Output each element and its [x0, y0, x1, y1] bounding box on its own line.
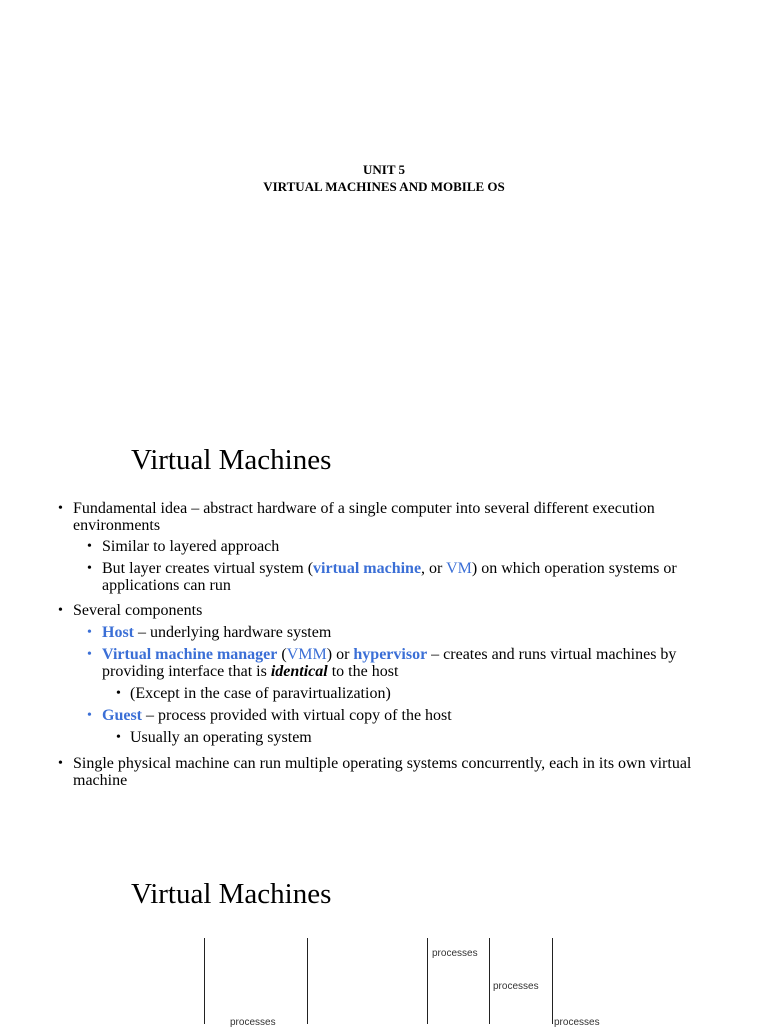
keyword-vmm-full: Virtual machine manager: [102, 646, 278, 663]
bullet-several-components: • Several components: [56, 602, 716, 619]
vm-diagram: [200, 938, 620, 1028]
keyword-identical: identical: [270, 663, 328, 680]
unit-number: UNIT 5: [362, 162, 406, 177]
slide-title-virtual-machines: Virtual Machines: [131, 444, 332, 476]
bullet-host: • Host – underlying hardware system: [56, 624, 716, 641]
bullet-vmm: • Virtual machine manager (VMM) or hypervisor – creates and runs virtual machines by providing interface that is identical to the host: [56, 646, 716, 680]
bullet-guest: • Guest – process provided with virtual copy of the host: [56, 707, 716, 724]
bullet-paravirtualization: • (Except in the case of paravirtualization): [56, 685, 716, 702]
diagram-label-processes: processes: [554, 1017, 600, 1028]
keyword-host: Host: [102, 624, 134, 641]
keyword-hypervisor: hypervisor: [353, 646, 428, 663]
unit-subtitle: VIRTUAL MACHINES AND MOBILE OS: [263, 179, 505, 194]
bullet-layered-approach: • Similar to layered approach: [56, 538, 716, 555]
diagram-label-processes: processes: [432, 948, 478, 959]
keyword-vmm: VMM: [286, 646, 327, 663]
diagram-label-processes: processes: [493, 981, 539, 992]
diagram-line: [489, 938, 490, 1024]
diagram-line: [552, 938, 553, 1024]
bullet-layer-creates-vm: • But layer creates virtual system (virtual machine, or VM) on which operation systems or applications can run: [56, 560, 716, 594]
keyword-guest: Guest: [102, 707, 142, 724]
diagram-label-processes: processes: [230, 1017, 276, 1028]
bullet-fundamental-idea: • Fundamental idea – abstract hardware of a single computer into several different execution environments: [56, 500, 716, 534]
bullet-list: [56, 500, 716, 789]
diagram-line: [427, 938, 428, 1024]
bullet-operating-system: • Usually an operating system: [56, 729, 716, 746]
bullet-single-physical-machine: • Single physical machine can run multiple operating systems concurrently, each in its own virtual machine: [56, 755, 716, 789]
keyword-vm: VM: [446, 560, 472, 577]
unit-heading: [0, 161, 768, 195]
keyword-virtual-machine: virtual machine: [313, 560, 422, 577]
diagram-line: [307, 938, 308, 1024]
diagram-line: [204, 938, 205, 1024]
slide-title-virtual-machines-2: Virtual Machines: [131, 878, 332, 910]
